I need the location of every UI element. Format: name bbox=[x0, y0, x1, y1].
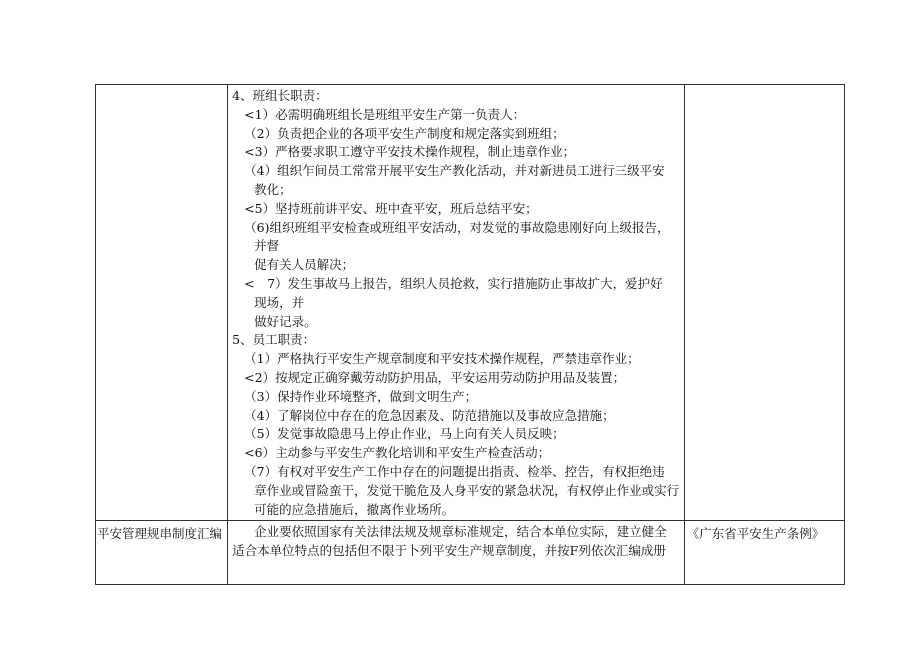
content-line: （2）负责把企业的各项平安生产制度和规定落实到班组； bbox=[244, 125, 565, 141]
table-row bbox=[96, 520, 845, 584]
table-row bbox=[96, 85, 845, 521]
content-line: （7）有权对平安生产工作中存在的问题提出指责、检举、控告，有权拒绝违 bbox=[244, 463, 665, 479]
row1-content-lines bbox=[228, 85, 684, 519]
content-line: 章作业或冒险蛮干，发觉干脆危及人身平安的紧急状况，有权停止作业或实行 bbox=[254, 482, 680, 498]
content-line: 5、员工职责： bbox=[232, 332, 316, 348]
row1-category-text bbox=[96, 85, 227, 89]
content-line: （4）组织乍间员工常常开展平安生产教化活动，并对新进员工进行三级平安 bbox=[244, 163, 665, 179]
content-line: <6）主动参与平安生产教化培训和平安生产检查活动； bbox=[244, 445, 551, 461]
content-line: 现场，并 bbox=[254, 294, 305, 310]
regulation-table bbox=[95, 84, 845, 585]
content-line: （1）严格执行平安生产规章制度和平安技术操作规程，严禁违章作业； bbox=[244, 351, 640, 367]
row2-content-lines bbox=[228, 521, 684, 561]
content-line: 促有关人员解决； bbox=[254, 257, 355, 273]
content-line: <1）必需明确班组长是班组平安生产第一负责人： bbox=[244, 106, 526, 122]
row2-content-cell bbox=[228, 520, 685, 584]
content-line: 并督 bbox=[254, 238, 280, 254]
row2-category-text: 平安管理规串制度汇编 bbox=[97, 525, 223, 541]
row1-basis-cell bbox=[684, 85, 844, 521]
content-line: <5）坚持班前讲平安、班中查平安，班后总结平安； bbox=[244, 200, 538, 216]
content-line: （5）发觉事故隐患马上停止作业，马上向有关人员反映； bbox=[244, 426, 565, 442]
row2-basis-cell bbox=[684, 520, 844, 584]
content-line: （4）了解岗位中存在的危急因素及、防范措施以及事故应急措施； bbox=[244, 407, 615, 423]
row1-content-cell bbox=[228, 85, 685, 521]
content-line: （6)组织班组平安检查或班组平安活动，对发觉的事故隐患刚好向上级报告， bbox=[244, 219, 670, 235]
row1-category-cell bbox=[96, 85, 228, 521]
content-line: 可能的应急措施后，撤离作业场所。 bbox=[254, 501, 455, 517]
content-line: <2）按规定正确穿戴劳动防护用品，平安运用劳动防护用品及装置； bbox=[244, 369, 626, 385]
content-line: <3）严格要求职工遵守平安技术操作规程，制止违章作业； bbox=[244, 144, 576, 160]
row2-category-cell bbox=[96, 520, 228, 584]
content-line: 做好记录。 bbox=[254, 313, 317, 329]
content-line: 4、班组长职责： bbox=[232, 88, 328, 103]
content-line: （3）保持作业环境整齐，做到文明生产； bbox=[244, 388, 478, 404]
content-line: 教化； bbox=[254, 181, 292, 197]
content-line: 适合本单位特点的包括但不限于卜列平安生产规章制度，并按F列依次汇编成册 bbox=[232, 542, 666, 558]
row2-basis-text: 《广东省平安生产条例》 bbox=[686, 525, 825, 541]
content-line: < 7）发生事故马上报告，组织人员抢救，实行措施防止事故扩大，爱护好 bbox=[244, 275, 663, 291]
content-line: 企业要依照国家有关法律法规及规章标准规定，结合本单位实际，建立健全 bbox=[254, 523, 667, 539]
row1-basis-text bbox=[685, 85, 844, 89]
